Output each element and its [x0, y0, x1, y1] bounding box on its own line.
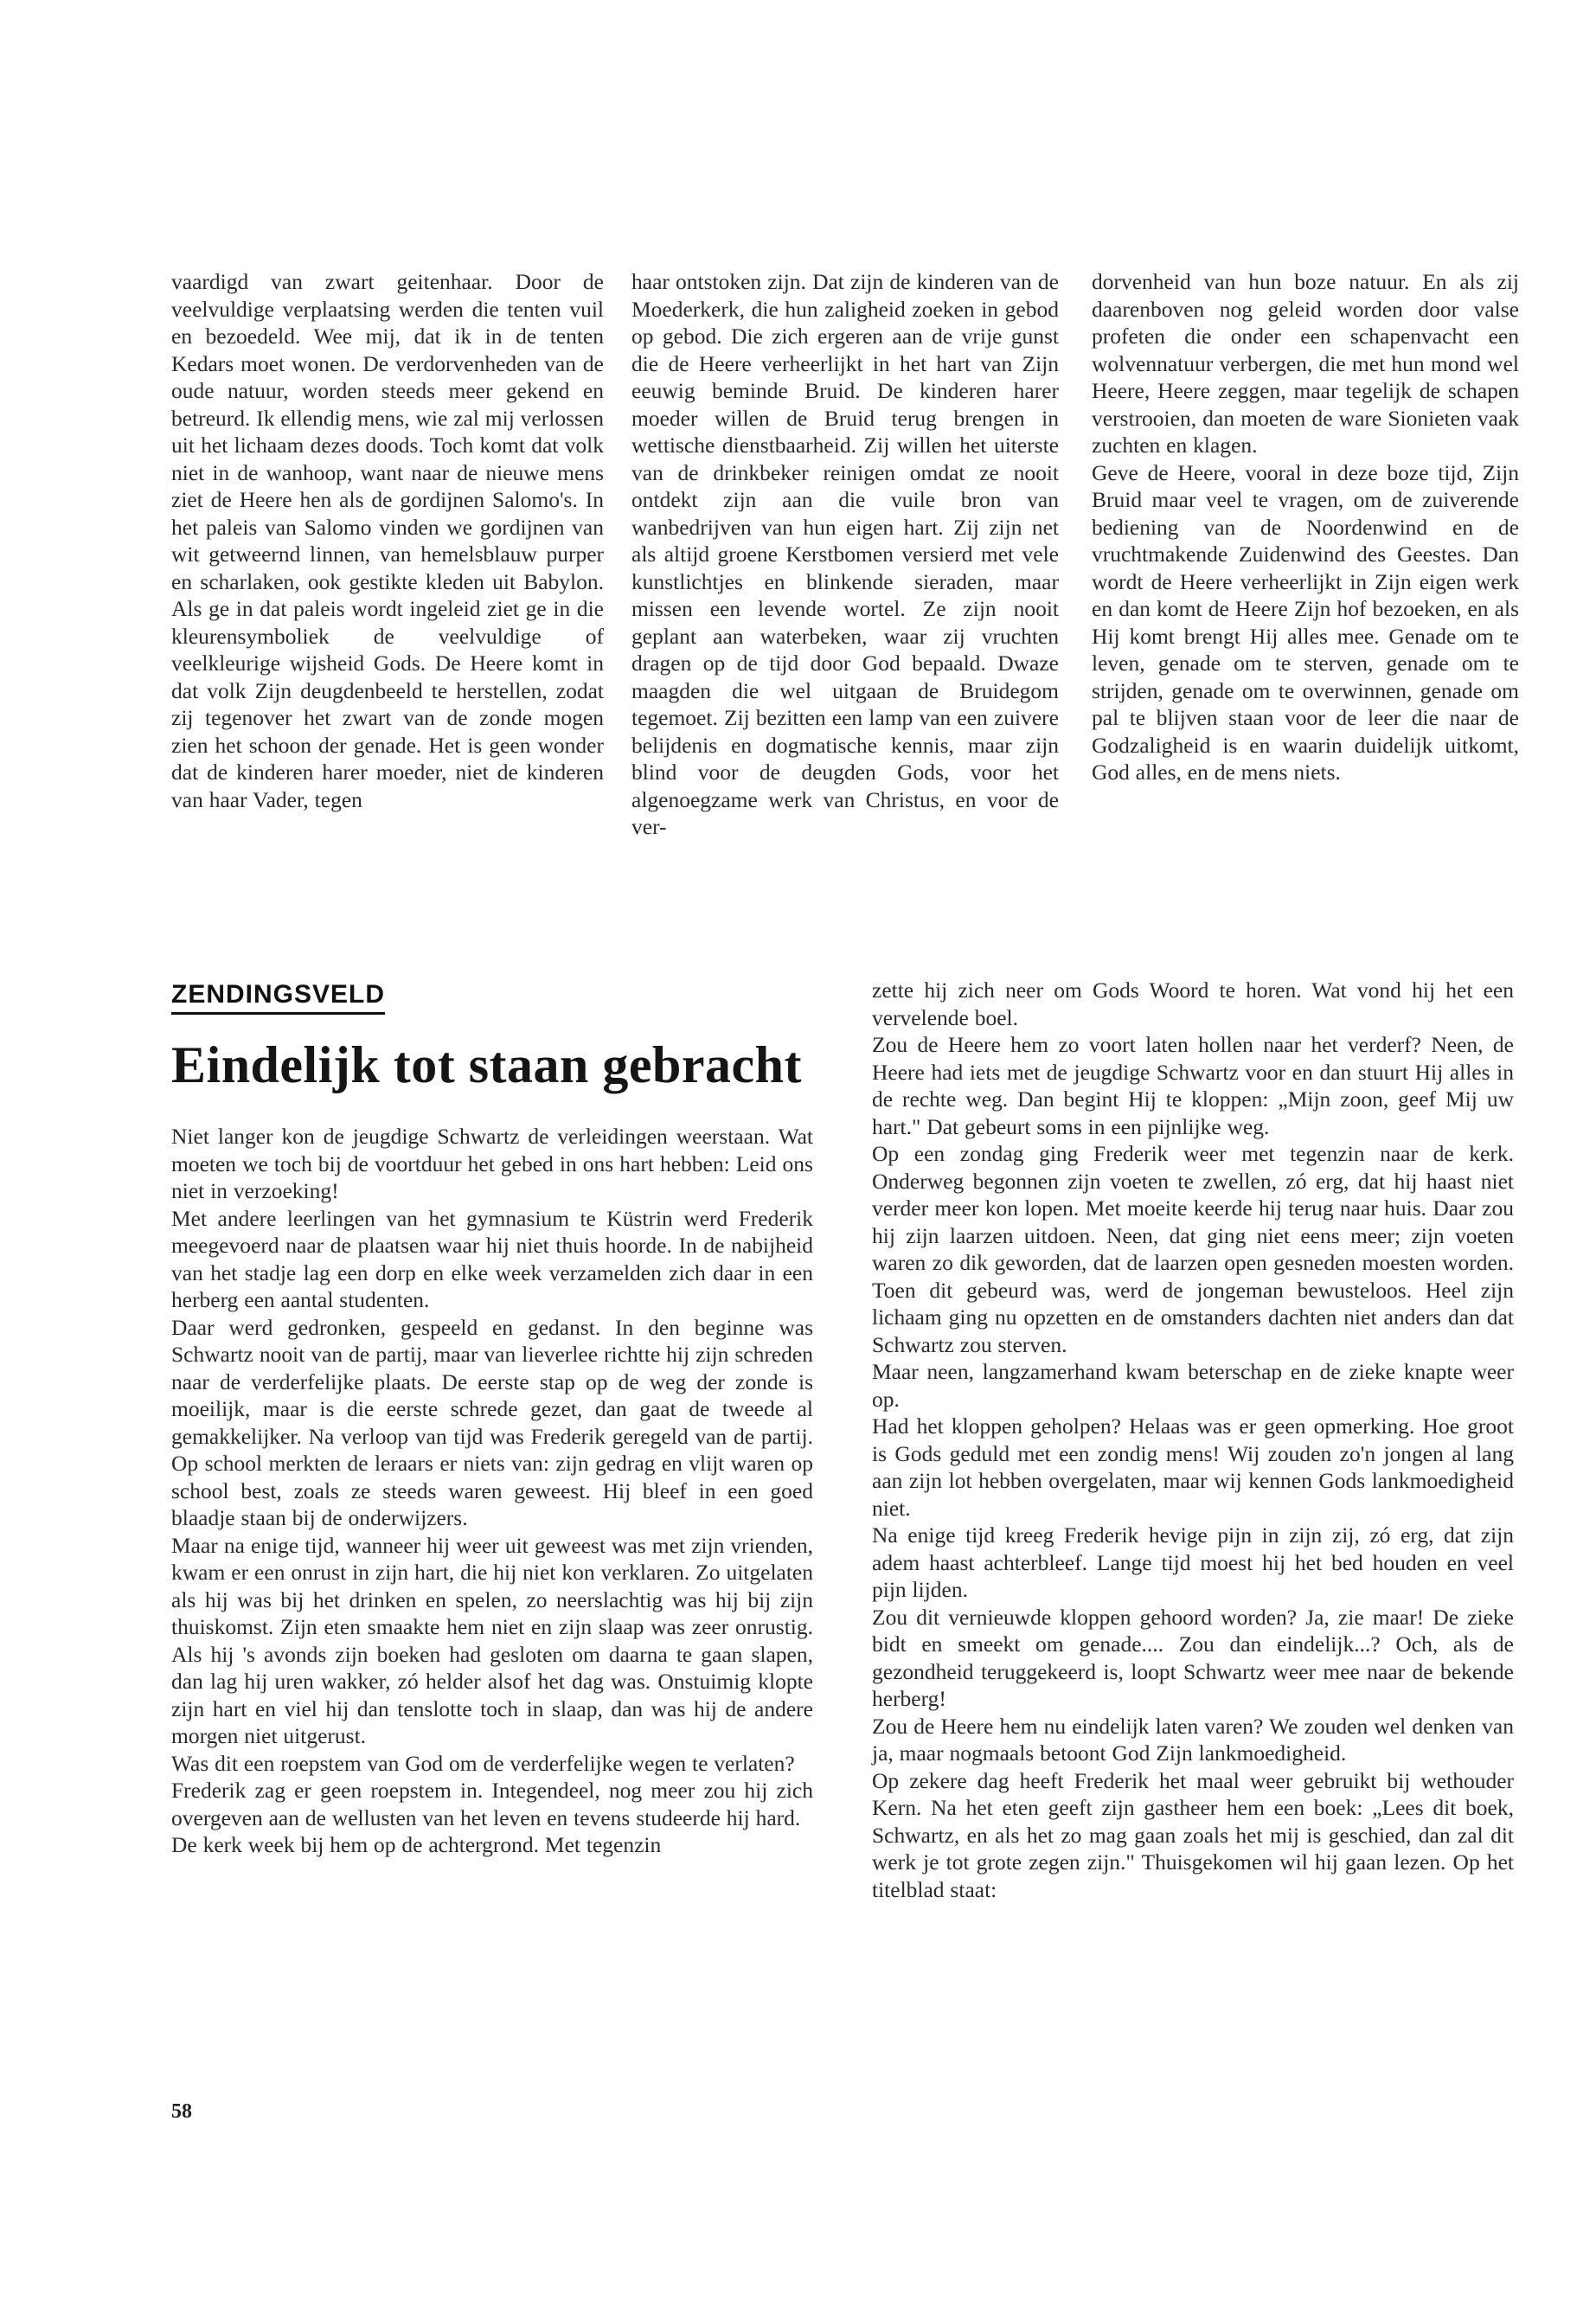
page-number: 58	[171, 2100, 192, 2123]
paragraph: dorvenheid van hun boze natuur. En als zij daarenboven nog geleid worden door valse profeten die onder een schapenvacht een wolvennatuur verbergen, die met hun mond wel Heere, Heere zeggen, maar tegelijk de schapen verstrooien, dan moeten de ware Sionieten vaak zuchten en klagen.	[1092, 269, 1519, 458]
paragraph: vaardigd van zwart geitenhaar. Door de veelvuldige verplaatsing werden die tenten vuil en bezoedeld. Wee mij, dat ik in de tenten Kedars moet wonen. De verdorvenheden van de oude natuur, worden steeds meer gekend en betreurd. Ik ellendig mens, wie zal mij verlossen uit het lichaam dezes doods. Toch komt dat volk niet in de wanhoop, want naar de nieuwe mens ziet de Heere hen als de gordijnen Salomo's. In het paleis van Salomo vinden we gordijnen van wit getweernd linnen, van hemelsblauw purper en scharlaken, ook gestikte kleden uit Babylon. Als ge in dat paleis wordt ingeleid ziet ge in die kleurensymboliek de veelvuldige of veelkleurige wijsheid Gods. De Heere komt in dat volk Zijn deugdenbeeld te herstellen, zodat zij tegenover het zwart van de zonde mogen zien het schoon der genade. Het is geen wonder dat de kinderen harer moeder, niet de kinderen van haar Vader, tegen	[171, 269, 604, 812]
paragraph: Na enige tijd kreeg Frederik hevige pijn in zijn zij, zó erg, dat zijn adem haast achterbleef. Lange tijd moest hij het bed houden en veel pijn lijden.	[872, 1522, 1514, 1602]
section-label: ZENDINGSVELD	[171, 980, 385, 1015]
paragraph: Geve de Heere, vooral in deze boze tijd, Zijn Bruid maar veel te vragen, om de zuiverende bediening van de Noordenwind en de vruchtmakende Zuidenwind des Geestes. Dan wordt de Heere verheerlijkt in Zijn eigen werk en dan komt de Heere Zijn hof bezoeken, en als Hij komt brengt Hij alles mee. Genade om te leven, genade om te sterven, genade om te strijden, genade om te overwinnen, genade om pal te blijven staan voor de leer die naar de Godzaligheid is en waarin duidelijk uitkomt, God alles, en de mens niets.	[1092, 459, 1519, 785]
paragraph: De kerk week bij hem op de achtergrond. Met tegenzin	[171, 1832, 662, 1857]
top-column-3	[1092, 268, 1519, 786]
paragraph: Maar na enige tijd, wanneer hij weer uit geweest was met zijn vrienden, kwam er een onrust in zijn hart, die hij niet kon verklaren. Zo uitgelaten als hij was bij het drinken en spelen, zo neerslachtig was hij bij zijn thuiskomst. Zijn eten smaakte hem niet en zijn slaap was zeer onrustig. Als hij 's avonds zijn boeken had gesloten om daarna te gaan slapen, dan lag hij uren wakker, zó helder alsof het dag was. Onstuimig klopte zijn hart en viel hij dan tenslotte toch in slaap, dan was hij de andere morgen niet uitgerust.	[171, 1532, 813, 1748]
paragraph: Was dit een roepstem van God om de verderfelijke wegen te verlaten?	[171, 1750, 795, 1776]
paragraph: Niet langer kon de jeugdige Schwartz de verleidingen weerstaan. Wat moeten we toch bij de voortduur het gebed in ons hart hebben: Leid ons niet in verzoeking!	[171, 1124, 813, 1203]
paragraph: Op zekere dag heeft Frederik het maal weer gebruikt bij wethouder Kern. Na het eten geeft zijn gastheer hem een boek: „Lees dit boek, Schwartz, en als het zo mag gaan zoals het mij is geschied, dan zal dit werk je tot grote zegen zijn." Thuisgekomen wil hij gaan lezen. Op het titelblad staat:	[872, 1767, 1514, 1902]
paragraph: Op een zondag ging Frederik weer met tegenzin naar de kerk. Onderweg begonnen zijn voeten te zwellen, zó erg, dat hij haast niet verder meer kon lopen. Met moeite keerde hij terug naar huis. Daar zou hij zijn laarzen uitdoen. Neen, dat ging niet eens meer; zijn voeten waren zo dik geworden, dat de laarzen open gesneden moesten worden. Toen dit gebeurd was, werd de jongeman bewusteloos. Heel zijn lichaam ging nu opzetten en de omstanders dachten niet anders dan dat Schwartz zou sterven.	[872, 1141, 1514, 1357]
article-column-2	[872, 977, 1514, 1903]
paragraph: Met andere leerlingen van het gymnasium te Küstrin werd Frederik meegevoerd naar de plaatsen waar hij niet thuis hoorde. In de nabijheid van het stadje lag een dorp en elke week verzamelden zich daar in een herberg een aantal studenten.	[171, 1205, 813, 1312]
paragraph: Frederik zag er geen roepstem in. Integendeel, nog meer zou hij zich overgeven aan de wellusten van het leven en tevens studeerde hij hard.	[171, 1778, 813, 1830]
top-column-1	[171, 268, 604, 813]
paragraph: Zou de Heere hem nu eindelijk laten varen? We zouden wel denken van ja, maar nogmaals betoont God Zijn lankmoedigheid.	[872, 1713, 1514, 1766]
paragraph: Zou dit vernieuwde kloppen gehoord worden? Ja, zie maar! De zieke bidt en smeekt om genade.... Zou dan eindelijk...? Och, als de gezondheid teruggekeerd is, loopt Schwartz weer mee naar de bekende herberg!	[872, 1604, 1514, 1711]
top-column-2	[631, 268, 1059, 841]
paragraph: Had het kloppen geholpen? Helaas was er geen opmerking. Hoe groot is Gods geduld met een zondig mens! Wij zouden zo'n jongen al lang aan zijn lot hebben overgelaten, maar wij kennen Gods lankmoedigheid niet.	[872, 1413, 1514, 1521]
paragraph: zette hij zich neer om Gods Woord te horen. Wat vond hij het een vervelende boel.	[872, 977, 1514, 1030]
paragraph: Zou de Heere hem zo voort laten hollen naar het verderf? Neen, de Heere had iets met de jeugdige Schwartz voor en dan stuurt Hij alles in de rechte weg. Dan begint Hij te kloppen: „Mijn zoon, geef Mij uw hart." Dat gebeurt soms in een pijnlijke weg.	[872, 1032, 1514, 1139]
paragraph: haar ontstoken zijn. Dat zijn de kinderen van de Moederkerk, die hun zaligheid zoeken in gebod op gebod. Die zich ergeren aan de vrije gunst die de Heere verheerlijkt in het hart van Zijn eeuwig beminde Bruid. De kinderen harer moeder willen de Bruid terug brengen in wettische dienstbaarheid. Zij willen het uiterste van de drinkbeker reinigen omdat ze nooit ontdekt zijn aan die vuile bron van wanbedrijven van hun eigen hart. Zij zijn net als altijd groene Kerstbomen versierd met vele kunstlichtjes en blinkende sieraden, maar missen een levende wortel. Ze zijn nooit geplant aan waterbeken, waar zij vruchten dragen op de tijd door God bepaald. Dwaze maagden die wel uitgaan de Bruidegom tegemoet. Zij bezitten een lamp van een zuivere belijdenis en dogmatische kennis, maar zijn blind voor de deugden Gods, voor het algenoegzame werk van Christus, en voor de ver-	[631, 269, 1059, 839]
article-column-1	[171, 1123, 813, 1859]
article-title: Eindelijk tot staan gebracht	[171, 1036, 803, 1093]
paragraph: Daar werd gedronken, gespeeld en gedanst. In den beginne was Schwartz nooit van de partij, maar van lieverlee richtte hij zijn schreden naar de verderfelijke plaats. De eerste stap op de weg der zonde is moeilijk, maar is die eerste schrede gezet, dan gaat de tweede al gemakkelijker. Na verloop van tijd was Frederik geregeld van de partij. Op school merkten de leraars er niets van: zijn gedrag en vlijt waren op school best, zoals ze steeds waren geweest. Hij bleef in een goed blaadje staan bij de onderwijzers.	[171, 1314, 813, 1530]
paragraph: Maar neen, langzamerhand kwam beterschap en de zieke knapte weer op.	[872, 1359, 1514, 1412]
